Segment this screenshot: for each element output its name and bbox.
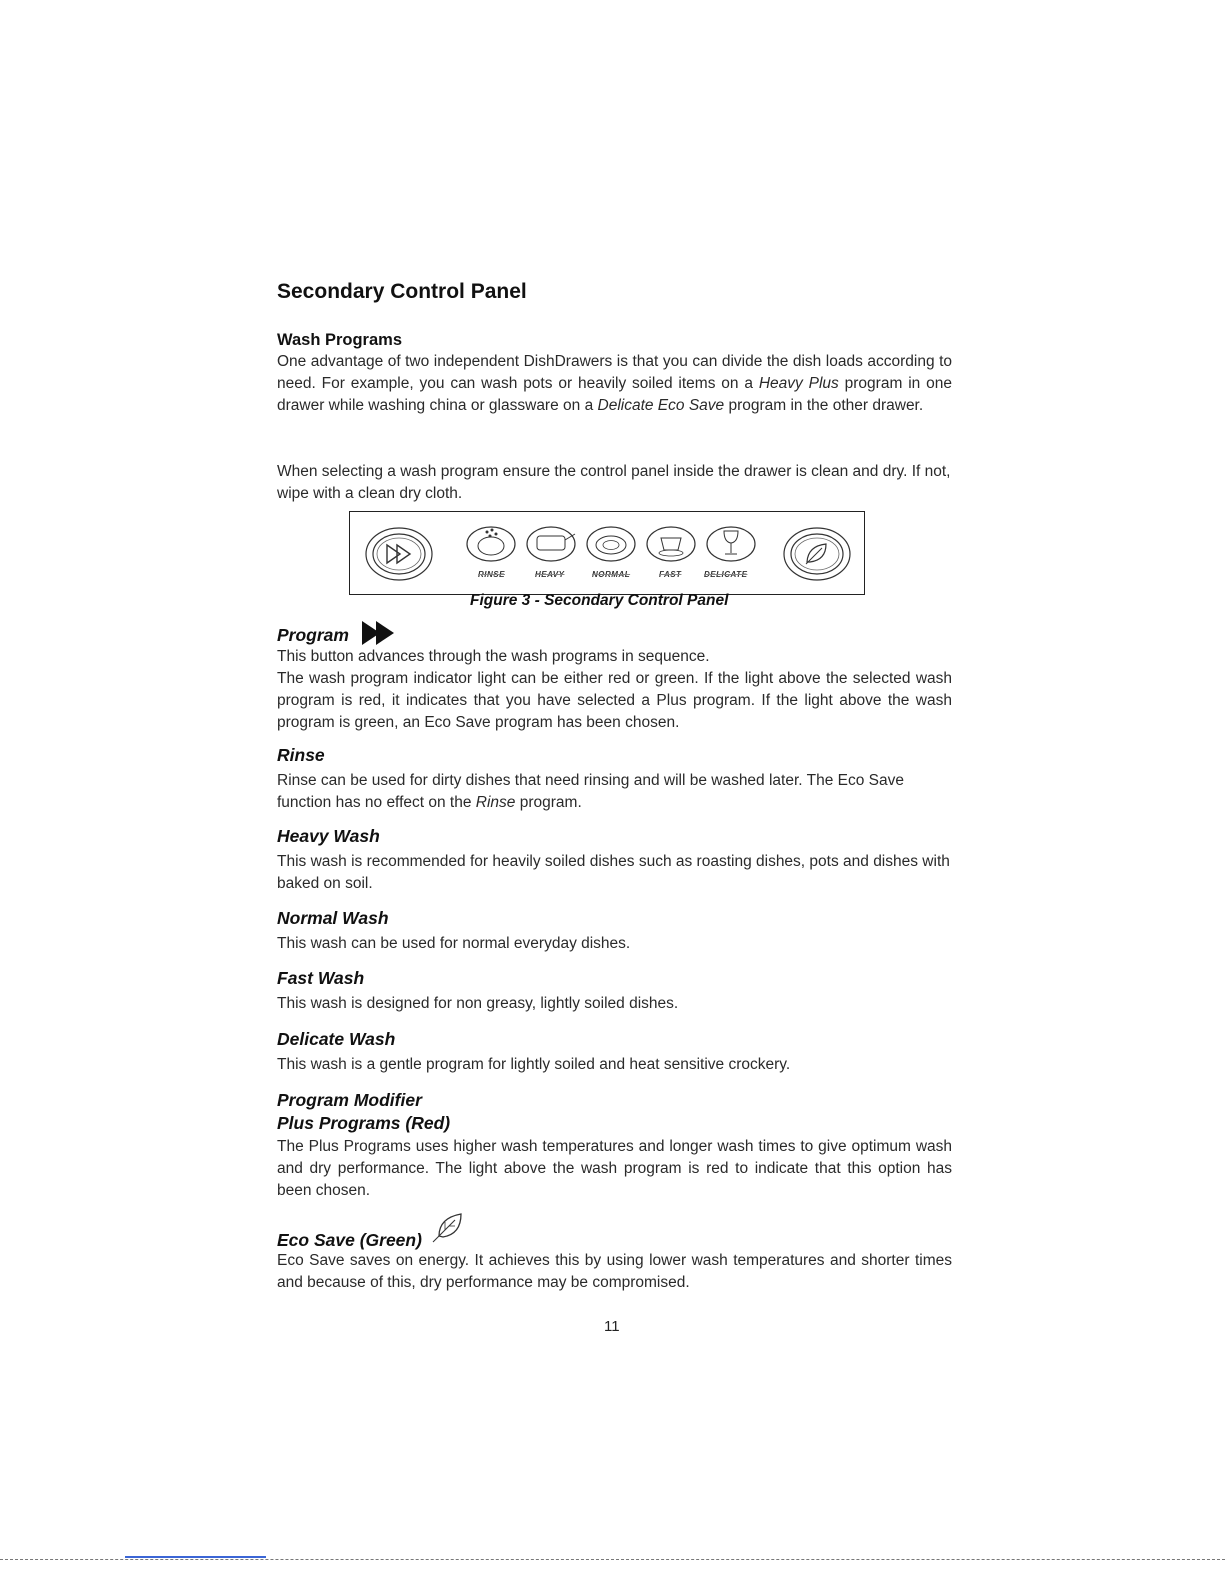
cup-icon [647, 527, 695, 561]
rinse-heading: Rinse [277, 745, 325, 765]
wash-programs-text-b: program in one drawer while washing china or glassware on a [277, 375, 952, 414]
wash-programs-heading: Wash Programs [277, 331, 403, 349]
wash-programs-paragraph [277, 351, 952, 417]
delicate-eco-save-term: Delicate Eco Save [597, 397, 725, 414]
program-description: This button advances through the wash programs in sequence. [277, 648, 710, 665]
control-panel-figure [349, 511, 865, 595]
delicate-label: DELICATE [704, 570, 748, 579]
program-button [364, 526, 434, 587]
rinse-icon [467, 527, 515, 561]
eco-save-heading-text: Eco Save (Green) [277, 1230, 422, 1250]
bottom-dashed-rule [0, 1559, 1225, 1560]
heavy-wash-description: This wash is recommended for heavily soiled dishes such as roasting dishes, pots and dishes with baked on soil. [277, 853, 950, 892]
program-heading [277, 619, 400, 647]
wash-programs-text-a: One advantage of two independent DishDrawers is that you can divide the dish loads according to need. For example, you can wash pots or heavily soiled items on a [277, 353, 952, 392]
heavy-label: HEAVY [535, 570, 565, 579]
normal-label: NORMAL [592, 570, 631, 579]
normal-wash-description: This wash can be used for normal everyday dishes. [277, 935, 631, 952]
plate-icon [587, 527, 635, 561]
rinse-term: Rinse [475, 794, 516, 811]
rinse-label: RINSE [478, 570, 505, 579]
delicate-wash-heading: Delicate Wash [277, 1029, 396, 1049]
leaf-icon [431, 1210, 465, 1244]
rinse-text-b: program. [515, 794, 582, 811]
eco-save-heading [277, 1210, 465, 1251]
plus-programs-heading: Plus Programs (Red) [277, 1113, 451, 1133]
rinse-text-a: Rinse can be used for dirty dishes that need rinsing and will be washed later. The Eco Save function has no effect on the [277, 772, 904, 811]
fast-forward-icon [364, 526, 434, 582]
wash-programs-text-c: program in the other drawer. [724, 397, 924, 414]
page-number: 11 [604, 1318, 620, 1335]
program-heading-text: Program [277, 625, 349, 645]
wine-glass-icon [707, 527, 755, 561]
fast-wash-description: This wash is designed for non greasy, lightly soiled dishes. [277, 995, 679, 1012]
eco-save-button [782, 526, 852, 587]
eco-save-description: Eco Save saves on energy. It achieves this by using lower wash temperatures and shorter times and because of this, dry performance may be compromised. [277, 1252, 952, 1291]
pot-icon [527, 527, 575, 561]
rinse-description [277, 770, 952, 814]
heavy-wash-heading: Heavy Wash [277, 826, 380, 846]
leaf-icon [782, 526, 852, 582]
bottom-link-underline [125, 1556, 266, 1558]
program-modifier-heading: Program Modifier [277, 1090, 422, 1110]
plus-programs-description: The Plus Programs uses higher wash temperatures and longer wash times to give optimum wash and dry performance. The light above the wash program is red to indicate that this option has been chosen. [277, 1138, 952, 1199]
program-icon-row [465, 524, 765, 564]
fast-forward-icon [360, 619, 400, 647]
program-icons [465, 524, 765, 584]
delicate-wash-description: This wash is a gentle program for lightly soiled and heat sensitive crockery. [277, 1056, 791, 1073]
normal-wash-heading: Normal Wash [277, 908, 389, 928]
fast-label: FAST [659, 570, 682, 579]
program-indicator-description: The wash program indicator light can be either red or green. If the light above the selected wash program is red, it indicates that you have selected a Plus program. If the light above the wash program is green, an Eco Save program has been chosen. [277, 670, 952, 731]
selection-instructions: When selecting a wash program ensure the control panel inside the drawer is clean and dry. If not, wipe with a clean dry cloth. [277, 463, 951, 502]
page-title: Secondary Control Panel [277, 280, 527, 303]
fast-wash-heading: Fast Wash [277, 968, 365, 988]
heavy-plus-term: Heavy Plus [758, 375, 839, 392]
figure-caption: Figure 3 - Secondary Control Panel [470, 592, 729, 609]
